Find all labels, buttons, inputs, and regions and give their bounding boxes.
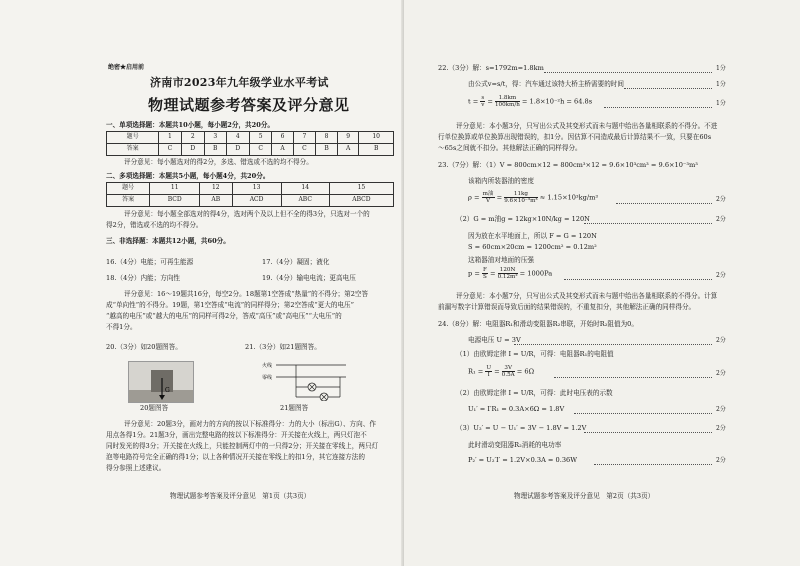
live-wire-label: 火线 — [262, 363, 273, 369]
answer-17: 17.（4分）凝固；液化 — [262, 258, 330, 266]
answer-24-line7: （3）U₂′ = U − U₁′ = 3V − 1.8V = 1.2V — [456, 424, 587, 432]
scoring-note-2-cont: 得2分，错选或不选的均不得分。 — [106, 221, 203, 229]
answer-21: 21.（3分）如21题图答。 — [245, 343, 321, 351]
answer-24-line3: （1）由欧姆定律 I = U/R，可得：电阻器R₁的电阻值 — [456, 350, 614, 358]
scoring-note-1: 评分意见：每小题选对的得2分，多选、错选或不选的均不得分。 — [124, 158, 313, 166]
table2-header-cell: 15 — [329, 183, 393, 195]
table2-answer-cell: 答案 — [107, 195, 150, 207]
answer-23: 23.（7分）解：（1）V = 800cm×12 = 800cm³×12 = 9.6×10³cm³ = 9.6×10⁻³m³ — [438, 161, 698, 169]
table1-header-cell: 8 — [316, 132, 338, 144]
table2-answer-cell: AB — [200, 195, 232, 207]
answer-24: 24.（8分）解：电阻器R₁和滑动变阻器R₂串联，开始时R₂阻值为0。 — [438, 320, 638, 328]
scoring-note-23-line2: 前漏写数字计算错误而导致后面的结果错误的，不重复扣分，其他解法正确的同样得分。 — [438, 303, 696, 311]
table1-answer-cell: B — [204, 144, 226, 156]
document-title: 物理试题参考答案及评分意见 — [148, 96, 350, 114]
scoring-note-4-line4: 泡等电路符号完全正确的得1分；以上各种情况开关接在零线上的扣1分，其它连接方法的 — [106, 453, 365, 461]
figure-21-drawing — [262, 359, 346, 401]
answer-24-line9: P₂′ = U₂′I′ = 1.2V×0.3A = 0.36W — [468, 456, 578, 464]
figure-20-drawing — [129, 362, 193, 402]
answer-23-line2: 该箱内所装器油的密度 — [468, 177, 534, 185]
answer-19: 19.（4分）输电电流；更高电压 — [262, 274, 356, 282]
score-24b: 2分 — [716, 370, 726, 377]
table1-answer-cell: B — [316, 144, 338, 156]
scoring-note-22-line1: 评分意见：本小题3分，只写出公式及其变形式而未与题中给出各量相联系的不得分。不进 — [456, 122, 718, 130]
figure-20-photo — [128, 361, 194, 403]
table1-header-cell: 2 — [181, 132, 204, 144]
table1-answer-cell: C — [249, 144, 271, 156]
answer-23-line7: 这箱器油对地面的压强 — [468, 256, 534, 264]
table2-header-cell: 13 — [232, 183, 281, 195]
scoring-note-4-line5: 得分参照上述建议。 — [106, 464, 166, 472]
answer-22-line3: t = $\frac{s}{v}$ = $\frac{1.8km}{100km/h}$ = 1.8×10⁻²h = 64.8s — [468, 95, 593, 109]
answer-16: 16.（4分）电能；可再生能源 — [106, 258, 194, 266]
exam-title: 济南市2023年九年级学业水平考试 — [150, 76, 329, 89]
table1-answer-cell: D — [181, 144, 204, 156]
scoring-note-2: 评分意见：每小题全部选对的得4分，选对两个及以上但不全的得3分，只选对一个的 — [124, 210, 370, 218]
page-footer-left: 物理试题参考答案及评分意见 第1页（共3页） — [170, 492, 311, 500]
table1-answer-cell: 答案 — [107, 144, 159, 156]
scoring-note-22-line3: ～65s之间就不扣分。其他解法正确的同样得分。 — [438, 144, 582, 152]
table1-header-cell: 9 — [337, 132, 358, 144]
score-22c: 1分 — [716, 100, 726, 107]
answer-24-line8: 此时滑动变阻器R₂消耗的电功率 — [468, 441, 562, 449]
neutral-wire-label: 零线 — [262, 375, 273, 381]
table1-answer-cell: A — [272, 144, 293, 156]
score-24a: 2分 — [716, 337, 726, 344]
table1-answer-cell: C — [159, 144, 181, 156]
table1-header-cell: 4 — [226, 132, 249, 144]
table1-header-cell: 1 — [159, 132, 181, 144]
answer-23-line6: S = 60cm×20cm = 1200cm² = 0.12m² — [468, 243, 597, 251]
page-right — [404, 0, 800, 566]
table2-header-cell: 题号 — [107, 183, 150, 195]
score-22b: 1分 — [716, 81, 726, 88]
answer-23-line4: （2）G = m油g = 12kg×10N/kg = 120N — [456, 215, 590, 223]
table2-answer-cell: BCD — [150, 195, 200, 207]
table1-header-cell: 3 — [204, 132, 226, 144]
table1-header-cell: 5 — [249, 132, 271, 144]
score-24d: 2分 — [716, 425, 726, 432]
score-24c: 2分 — [716, 406, 726, 413]
scoring-note-3-line2: 成“单向性”的不得分。19题，第1空答成“电流”的同样得分；第2空答成“更大的电压” — [106, 301, 355, 309]
gravity-label: G — [165, 387, 170, 394]
figure-21-caption: 21题图答 — [280, 404, 309, 412]
table1-header-cell: 6 — [272, 132, 293, 144]
table2-header-cell: 12 — [200, 183, 232, 195]
answer-23-line3: ρ = $\frac{\text{m油}}{V}$ = $\frac{11kg}{\text{9.6×10⁻³m³}}$ ≈ 1.15×10³kg/m³ — [468, 191, 598, 205]
answer-24-line6: U₁′ = I′R₁ = 0.3A×6Ω = 1.8V — [468, 405, 565, 413]
scoring-note-22-line2: 行单位换算或单位换算出现错误的，扣1分。因估算不同造成最后计算结果不一致，只要在60s — [438, 133, 712, 141]
figure-21-circuit — [262, 359, 346, 401]
confidential-mark: 绝密★启用前 — [108, 64, 145, 71]
table2-header-cell: 14 — [281, 183, 329, 195]
table1-answer-cell: C — [293, 144, 315, 156]
section-2-heading: 二、多项选择题：本题共5小题，每小题4分，共20分。 — [106, 172, 270, 180]
answer-24-line5: （2）由欧姆定律 I = U/R，可得：此时电压表的示数 — [456, 389, 613, 397]
scoring-note-23-line1: 评分意见：本小题7分，只写出公式及其变形式而未与题中给出各量相联系的不得分。计算 — [456, 292, 718, 300]
page-footer-right: 物理试题参考答案及评分意见 第2页（共3页） — [514, 492, 655, 500]
score-22a: 1分 — [716, 65, 726, 72]
answer-22: 22.（3分）解：s=1792m=1.8km — [438, 64, 544, 72]
table1-answer-cell: B — [359, 144, 394, 156]
score-24e: 2分 — [716, 457, 726, 464]
score-23a: 2分 — [716, 196, 726, 203]
answer-23-line8: p = $\frac{F}{S}$ = $\frac{120N}{\text{0.12m²}}$ = 1000Pa — [468, 267, 553, 281]
scoring-note-4-line2: 用点各得1分。21题3分，画出完整电路的按以下标准得分：开关接在火线上，两只灯泡不 — [106, 431, 367, 439]
answer-22-line2: 由公式v=s/t，得：汽车通过该特大桥主桥需要的时间 — [468, 80, 624, 88]
table2-header-cell: 11 — [150, 183, 200, 195]
answer-24-line4: R₁ = $\frac{U}{I}$ = $\frac{3V}{0.5A}$ = 6Ω — [468, 365, 535, 379]
figure-20-caption: 20题图答 — [140, 404, 169, 412]
table1-header-cell: 10 — [359, 132, 394, 144]
answer-23-line5: 因为放在水平地面上，所以 F = G = 120N — [468, 232, 597, 240]
table1-answer-cell: D — [226, 144, 249, 156]
score-23c: 2分 — [716, 272, 726, 279]
table1-header-cell: 7 — [293, 132, 315, 144]
answer-18: 18.（4分）内能；方向性 — [106, 274, 181, 282]
table1-header-cell: 题号 — [107, 132, 159, 144]
score-23b: 2分 — [716, 216, 726, 223]
scoring-note-3-line4: 不得1分。 — [106, 323, 137, 331]
section-1-heading: 一、单项选择题：本题共10小题，每小题2分，共20分。 — [106, 121, 275, 129]
scoring-note-4-line1: 评分意见：20题3分，画对力的方向的按以下标准得分：力的大小（标出G）、方向、作 — [124, 420, 376, 428]
section-3-heading: 三、非选择题：本题共12小题，共60分。 — [106, 237, 230, 245]
answer-20: 20.（3分）如20题图答。 — [106, 343, 182, 351]
multi-choice-answer-table — [106, 182, 394, 207]
table2-answer-cell: ABC — [281, 195, 329, 207]
table2-answer-cell: ABCD — [329, 195, 393, 207]
scoring-note-3-line1: 评分意见：16～19题共16分，每空2分。18题第1空答成“热量”的不得分；第2空答 — [124, 290, 369, 298]
table2-answer-cell: ACD — [232, 195, 281, 207]
scoring-note-3-line3: “越高的电压”或“越大的电压”的同样可得2分，答成“高压”或“高电压”“大电压”的 — [106, 312, 342, 320]
table1-answer-cell: A — [337, 144, 358, 156]
scoring-note-4-line3: 同时发光的得3分；开关接在火线上，只能控制两灯中的一只得2分；开关接在零线上，两只灯 — [106, 442, 379, 450]
single-choice-answer-table — [106, 131, 394, 156]
answer-24-line2: 电源电压 U = 3V — [468, 336, 521, 344]
